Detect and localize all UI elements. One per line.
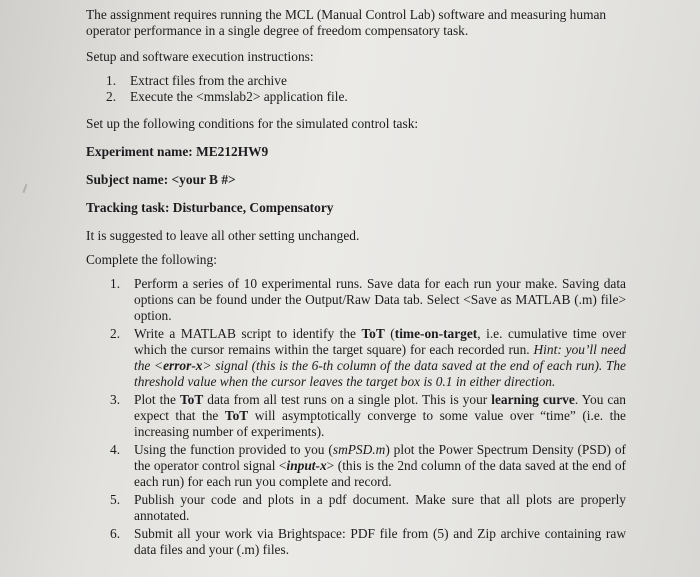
task-item-1 — [110, 276, 626, 324]
time-on-target-term: time-on-target — [394, 326, 478, 341]
learning-curve-term: learning curve — [491, 392, 575, 407]
smpsd-filename: smPSD.m — [332, 442, 386, 457]
input-x-term: input-x — [286, 458, 327, 473]
list-number: 4. — [110, 442, 121, 457]
task-text: ) plot the Power Spectrum Density (PSD) of the operator control signal — [134, 442, 626, 473]
list-item-text: Execute the <mmslab2> application file. — [130, 89, 348, 104]
list-item-text: Extract files from the archive — [130, 73, 287, 88]
list-number: 1. — [106, 73, 117, 88]
task-item-5 — [110, 492, 626, 524]
list-number: 2. — [110, 326, 121, 341]
task-text: data from all test runs on a single plot. This is your — [203, 392, 492, 407]
hint-text: > signal (this is the 6-th column of the data saved at the end of each run). The threshold value when the cursor leaves the target box is 0.1 in either direction. — [134, 358, 626, 389]
task-text: Plot the — [134, 392, 180, 407]
pen-mark — [23, 184, 28, 193]
task-text: > — [326, 458, 335, 473]
task-text: Submit all your work via Brightspace: PDF file from (5) and Zip archive containing raw data files and your (.m) files. — [134, 526, 626, 557]
complete-heading: Complete the following: — [86, 252, 217, 267]
subject-name: Subject name: <your B #> — [86, 172, 236, 187]
task-text: (this is the 2nd column of the data saved at the end of each run) for each run you complete and record. — [134, 458, 626, 489]
list-item — [106, 73, 626, 89]
task-text: , i.e. cumulative time over which the cursor remains within the target square) for each recorded run. — [134, 326, 626, 357]
list-number: 1. — [110, 276, 121, 291]
task-text: Perform a series of 10 experimental runs. Save data for each run your make. Saving data options can be found under the Output/Raw Data tab. Select <Save as MATLAB (.m) file> option. — [134, 276, 626, 323]
list-number: 5. — [110, 492, 121, 507]
task-item-2 — [110, 326, 626, 390]
assignment-text — [86, 7, 626, 560]
tot-term: ToT — [361, 326, 385, 341]
tot-term: ToT — [224, 408, 249, 423]
conditions-heading: Set up the following conditions for the simulated control task: — [86, 116, 419, 131]
task-list — [110, 276, 626, 558]
tot-term: ToT — [179, 392, 204, 407]
task-item-6 — [110, 526, 626, 558]
setup-heading: Setup and software execution instructions: — [86, 49, 314, 64]
task-text: Write a MATLAB script to identify the — [134, 326, 362, 341]
list-number: 3. — [110, 392, 121, 407]
list-number: 6. — [110, 526, 121, 541]
task-text: . You can expect that the — [134, 392, 626, 423]
task-text: ( — [384, 326, 395, 341]
suggestion-note: It is suggested to leave all other setting unchanged. — [86, 228, 360, 243]
error-x-term: error-x — [163, 358, 203, 373]
tracking-task: Tracking task: Disturbance, Compensatory — [86, 200, 334, 215]
experiment-name: Experiment name: ME212HW9 — [86, 144, 269, 159]
intro-paragraph: The assignment requires running the MCL (Manual Control Lab) software and measuring human operator performance in a single degree of freedom compensatory task. — [86, 7, 607, 38]
list-number: 2. — [106, 89, 117, 104]
task-text: will asymptotically converge to some value over “time” (i.e. the increasing number of experiments). — [134, 408, 626, 439]
setup-steps-list — [106, 73, 626, 105]
hint-text: Hint: you’ll need the < — [134, 342, 626, 373]
task-text: < — [278, 458, 287, 473]
task-item-3 — [110, 392, 626, 440]
task-item-4 — [110, 442, 626, 490]
task-text: Publish your code and plots in a pdf document. Make sure that all plots are properly annotated. — [134, 492, 626, 523]
task-text: Using the function provided to you ( — [134, 442, 333, 457]
list-item — [106, 89, 626, 105]
